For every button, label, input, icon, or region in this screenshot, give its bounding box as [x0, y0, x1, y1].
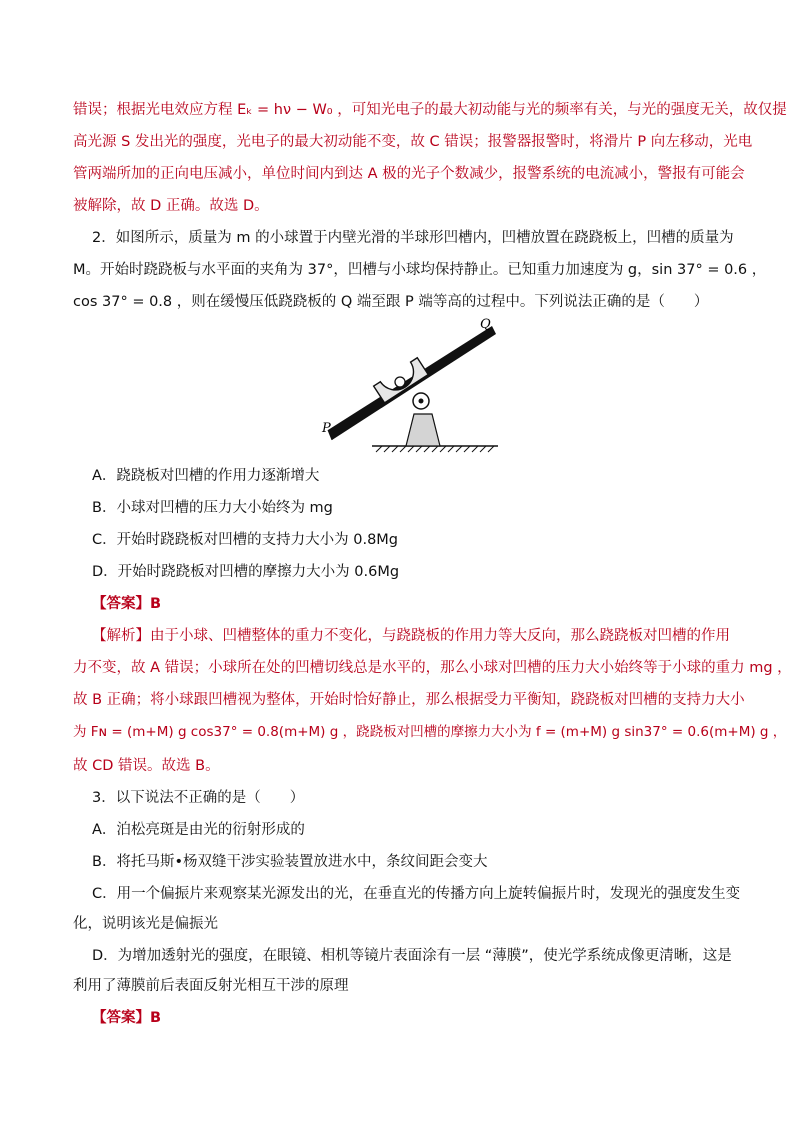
q3-answer: 【答案】B [92, 1010, 162, 1026]
q2-option-d: D．开始时跷跷板对凹槽的摩擦力大小为 0.6Mg [92, 564, 400, 580]
prev-explanation-line: 被解除，故 D 正确。故选 D。 [73, 198, 269, 214]
q2-option-a: A．跷跷板对凹槽的作用力逐渐增大 [92, 468, 320, 484]
prev-explanation-line: 错误；根据光电效应方程 Eₖ = hν − W₀ ，可知光电子的最大初动能与光的频率有关，与光的强度无关，故仅提 [73, 102, 787, 118]
q2-stem-line: 2．如图所示，质量为 m 的小球置于内壁光滑的半球形凹槽内，凹槽放置在跷跷板上，凹槽的质量为 [92, 230, 734, 246]
q3-option-d-cont: 利用了薄膜前后表面反射光相互干涉的原理 [73, 978, 349, 994]
q3-option-d: D．为增加透射光的强度，在眼镜、相机等镜片表面涂有一层 “薄膜”，使光学系统成像更清晰，这是 [92, 948, 732, 964]
q2-answer: 【答案】B [92, 596, 162, 612]
q3-option-a: A．泊松亮斑是由光的衍射形成的 [92, 822, 305, 838]
q2-option-b: B．小球对凹槽的压力大小始终为 mg [92, 500, 333, 516]
q3-option-c: C．用一个偏振片来观察某光源发出的光，在垂直光的传播方向上旋转偏振片时，发现光的强度发生变 [92, 886, 741, 902]
q2-option-c: C．开始时跷跷板对凹槽的支持力大小为 0.8Mg [92, 532, 399, 548]
q2-stem-line: cos 37° = 0.8 ，则在缓慢压低跷跷板的 Q 端至跟 P 端等高的过程中。下列说法正确的是（ ） [73, 294, 709, 310]
q2-analysis-line: 为 Fɴ = (m+M) g cos37° = 0.8(m+M) g ，跷跷板对凹槽的摩擦力大小为 f = (m+M) g sin37° = 0.6(m+M) g ， [73, 724, 787, 740]
q2-analysis-line: 【解析】由于小球、凹槽整体的重力不变化，与跷跷板的作用力等大反向，那么跷跷板对凹槽的作用 [92, 628, 730, 644]
q2-analysis-line: 力不变，故 A 错误；小球所在处的凹槽切线总是水平的，那么小球对凹槽的压力大小始终等于小球的重力 mg ， [73, 660, 792, 676]
q2-analysis-line: 故 B 正确；将小球跟凹槽视为整体，开始时恰好静止，那么根据受力平衡知，跷跷板对凹槽的支持力大小 [73, 692, 745, 708]
prev-explanation-line: 高光源 S 发出光的强度，光电子的最大初动能不变，故 C 错误；报警器报警时，将滑片 P 向左移动，光电 [73, 134, 753, 150]
q3-option-b: B．将托马斯•杨双缝干涉实验装置放进水中，条纹间距会变大 [92, 854, 488, 870]
label-q: Q [480, 318, 491, 332]
q3-stem: 3．以下说法不正确的是（ ） [92, 790, 305, 806]
q2-analysis-line: 故 CD 错误。故选 B。 [73, 758, 220, 774]
prev-explanation-line: 管两端所加的正向电压减小，单位时间内到达 A 极的光子个数减少，报警系统的电流减小，警报有可能会 [73, 166, 745, 182]
q2-stem-line: M。开始时跷跷板与水平面的夹角为 37°，凹槽与小球均保持静止。已知重力加速度为 g，sin 37° = 0.6 ， [73, 262, 767, 278]
label-p: P [322, 421, 331, 436]
seesaw-figure [320, 318, 520, 454]
q3-option-c-cont: 化，说明该光是偏振光 [73, 916, 218, 932]
